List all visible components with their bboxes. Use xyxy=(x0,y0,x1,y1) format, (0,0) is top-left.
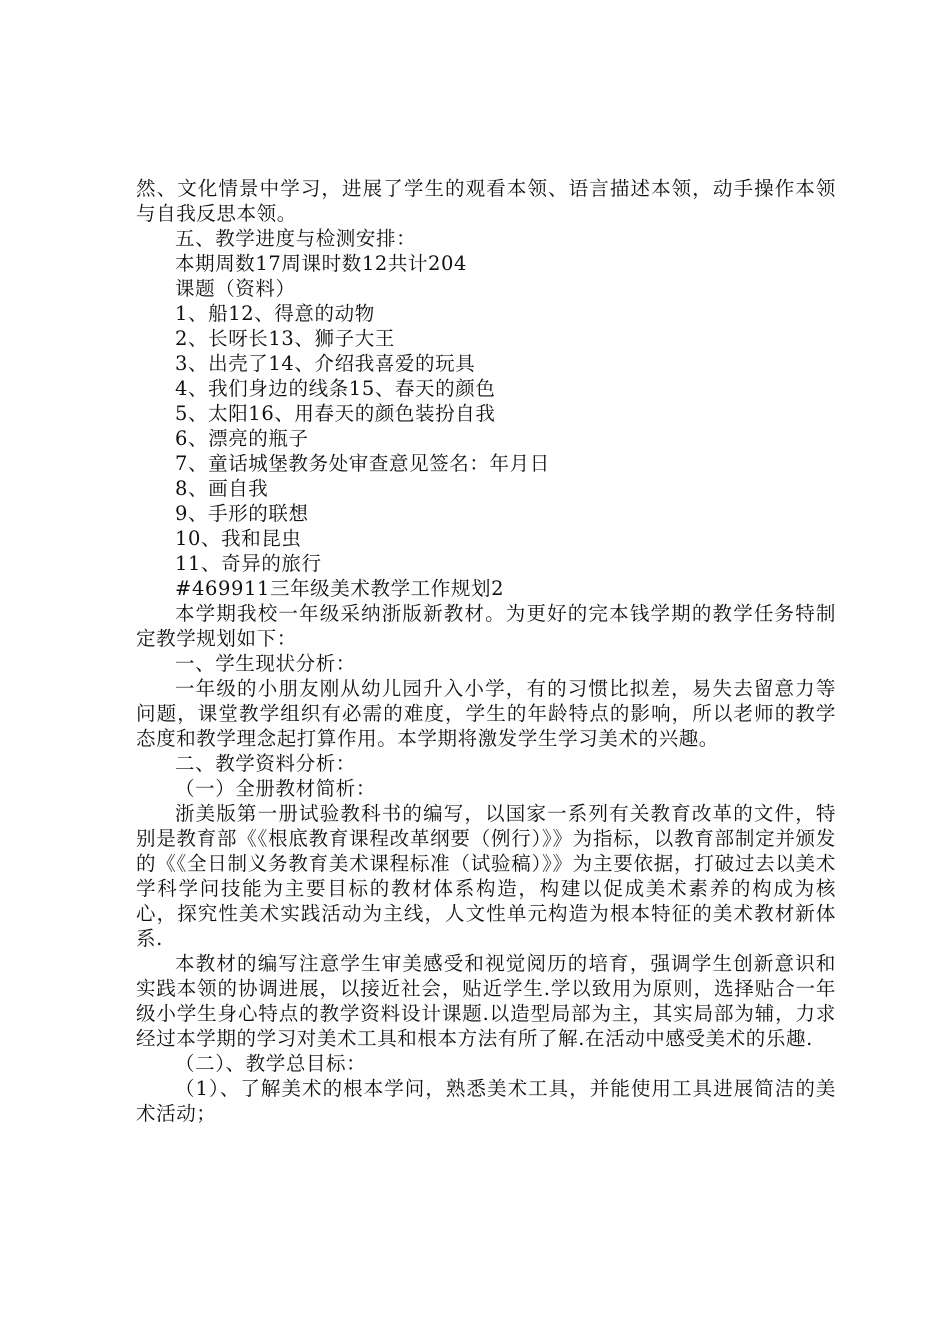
topic-item: 10、我和昆虫 xyxy=(175,527,302,550)
section-heading-students: 一、学生现状分析： xyxy=(175,652,356,675)
topic-item: 5、太阳16、用春天的颜色装扮自我 xyxy=(175,402,496,425)
topic-item: 11、奇异的旅行 xyxy=(175,552,322,575)
textbook-paragraph-2: 本教材的编写注意学生审美感受和视觉阅历的培育，强调学生创新意识和实践本领的协调进展，以接近社会，贴近学生.学以致用为原则，选择贴合一年级小学生身心特点的教学资料设计课题.以造型局部为主，其实局部为辅，力求经过本学期的学习对美术工具和根本方法有所了解.在活动中感受美术的乐趣. xyxy=(136,952,836,1050)
goal-item: （1）、了解美术的根本学问，熟悉美术工具，并能使用工具进展简洁的美术活动； xyxy=(136,1077,836,1125)
topics-heading: 课题（资料） xyxy=(175,277,296,300)
topic-item: 7、童话城堡教务处审查意见签名：年月日 xyxy=(175,452,550,475)
document-body xyxy=(136,176,836,1126)
topic-item: 9、手形的联想 xyxy=(175,502,309,525)
topic-item: 3、出壳了14、介绍我喜爱的玩具 xyxy=(175,352,476,375)
section-heading-schedule: 五、教学进度与检测安排： xyxy=(175,227,417,250)
document-title: #469911三年级美术教学工作规划2 xyxy=(175,577,505,600)
schedule-summary: 本期周数17周课时数12共计204 xyxy=(175,252,468,275)
topic-item: 6、漂亮的瓶子 xyxy=(175,427,309,450)
topic-item: 8、画自我 xyxy=(175,477,269,500)
students-paragraph: 一年级的小朋友刚从幼儿园升入小学，有的习惯比拟差，易失去留意力等问题，课堂教学组织有必需的难度，学生的年龄特点的影响，所以老师的教学态度和教学理念起打算作用。本学期将激发学生学习美术的兴趣。 xyxy=(136,677,836,750)
intro-paragraph: 本学期我校一年级采纳浙版新教材。为更好的完本钱学期的教学任务特制定教学规划如下： xyxy=(136,602,836,650)
subheading-goals: （二）、教学总目标： xyxy=(175,1052,367,1075)
subheading-textbook: （一）全册教材简析： xyxy=(175,777,377,800)
section-heading-materials: 二、教学资料分析： xyxy=(175,752,356,775)
topic-item: 4、我们身边的线条15、春天的颜色 xyxy=(175,377,496,400)
topic-item: 1、船12、得意的动物 xyxy=(175,302,375,325)
textbook-paragraph: 浙美版第一册试验教科书的编写，以国家一系列有关教育改革的文件，特别是教育部《《根底教育课程改革纲要（例行）》》为指标，以教育部制定并颁发的《《全日制义务教育美术课程标准（试验稿）》》为主要依据，打破过去以美术学科学问技能为主要目标的教材体系构造，构建以促成美术素养的构成为核心，探究性美术实践活动为主线，人文性单元构造为根本特征的美术教材新体系. xyxy=(136,802,836,950)
paragraph-continuation: 然、文化情景中学习，进展了学生的观看本领、语言描述本领，动手操作本领与自我反思本领。 xyxy=(136,177,836,225)
topic-item: 2、长呀长13、狮子大王 xyxy=(175,327,395,350)
